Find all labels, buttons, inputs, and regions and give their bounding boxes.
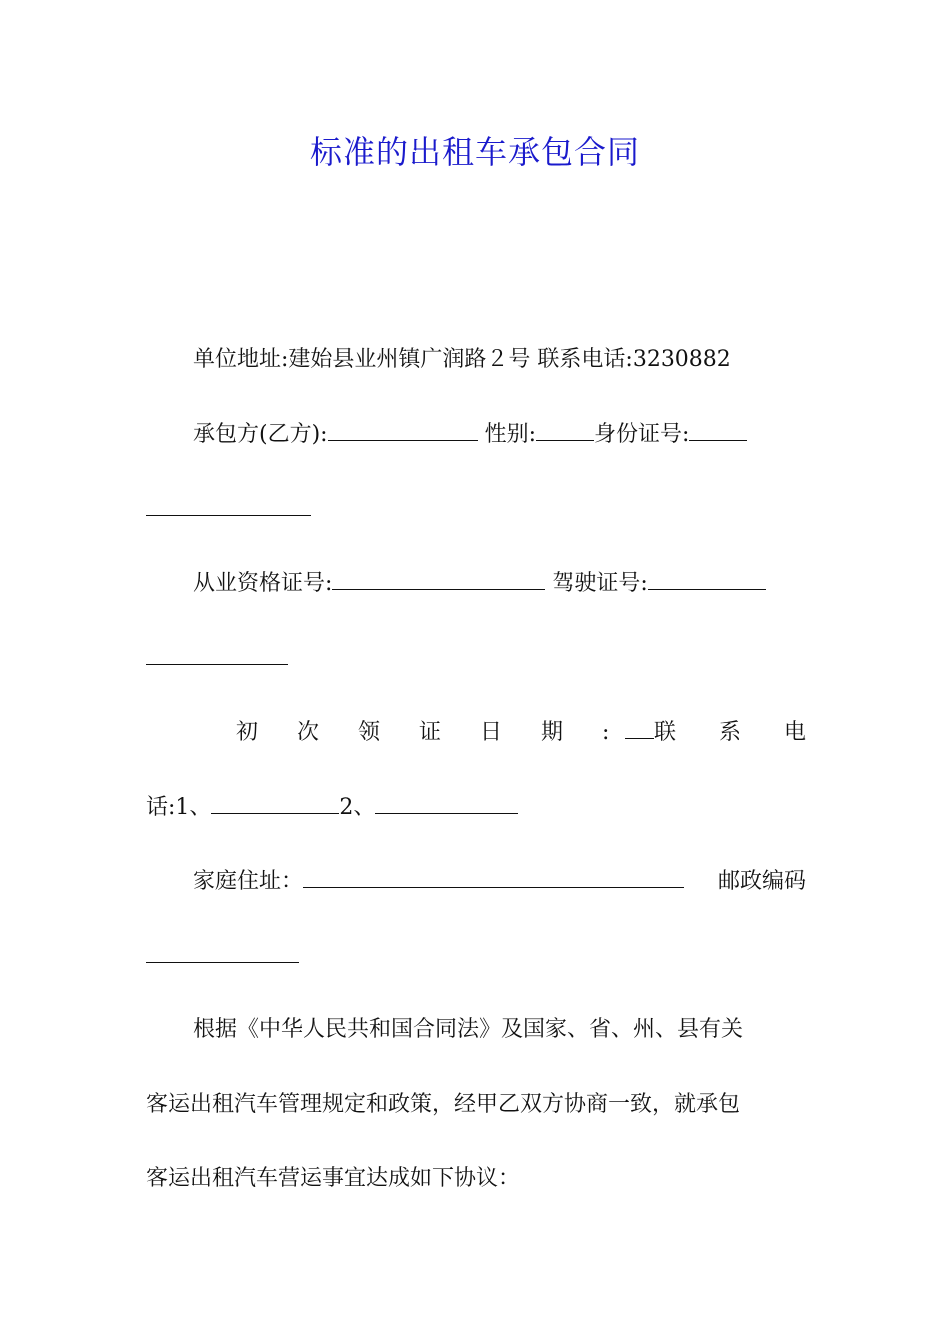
license-label: 驾驶证号: (552, 571, 648, 596)
first-license-date-blank[interactable] (625, 716, 654, 739)
id-continuation-line (146, 493, 806, 526)
home-address-label: 家庭住址： (193, 869, 304, 894)
contact-label-part1: 联 系 电 (654, 720, 824, 745)
contact-line (146, 791, 806, 824)
id-number-blank[interactable] (689, 418, 747, 441)
qualification-blank[interactable] (332, 567, 545, 590)
postal-code-blank[interactable] (146, 940, 299, 963)
qualification-line (193, 567, 806, 600)
qualification-label: 从业资格证号: (193, 571, 333, 596)
id-label: 身份证号: (594, 422, 690, 447)
gender-label: 性别: (484, 422, 537, 447)
postal-code-line (146, 940, 806, 973)
paragraph-line-1: 根据《中华人民共和国合同法》及国家、省、州、县有关 (193, 1017, 744, 1042)
contact-label-part2: 话:1、 (146, 795, 212, 820)
license-blank-cont[interactable] (146, 642, 288, 665)
license-blank[interactable] (648, 567, 766, 590)
paragraph-line-3: 客运出租汽车营运事宜达成如下协议： (146, 1166, 521, 1191)
contact-phone2-blank[interactable] (375, 791, 518, 814)
home-address-group (193, 865, 684, 898)
first-license-label: 初 次 领 证 日 期 : (236, 720, 626, 745)
contractor-label: 承包方(乙方): (193, 422, 328, 447)
contractor-line (193, 418, 806, 451)
paragraph-line-2: 客运出租汽车管理规定和政策，经甲乙双方协商一致，就承包 (146, 1092, 741, 1117)
id-number-blank-cont[interactable] (146, 493, 311, 516)
contact-second-label: 2、 (339, 795, 376, 820)
contractor-name-blank[interactable] (328, 418, 478, 441)
document-title: 标准的出租车承包合同 (309, 133, 640, 171)
first-license-line (236, 716, 824, 749)
home-address-line (193, 865, 806, 898)
gender-blank[interactable] (536, 418, 594, 441)
contact-phone1-blank[interactable] (211, 791, 339, 814)
license-continuation-line (146, 642, 806, 675)
home-address-blank[interactable] (303, 865, 684, 888)
address-line: 单位地址:建始县业州镇广润路２号 联系电话:3230882 (193, 347, 731, 372)
postal-code-label: 邮政编码 (717, 869, 806, 894)
